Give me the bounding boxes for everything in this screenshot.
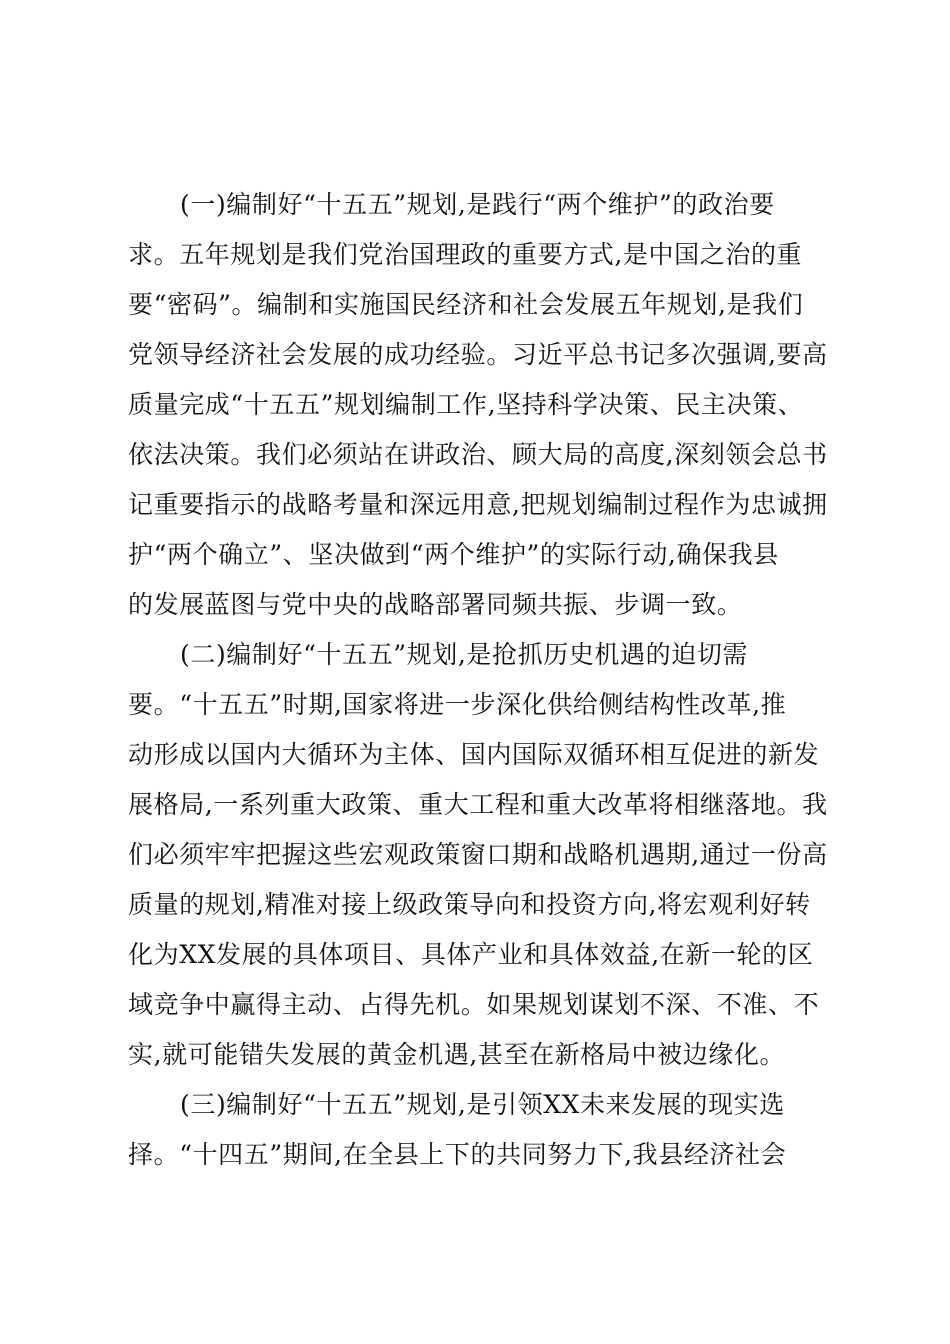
paragraph-line: 求。五年规划是我们党治国理政的重要方式,是中国之治的重	[128, 240, 803, 269]
paragraph-1-heading-line: (一)编制好“十五五”规划,是践行“两个维护”的政治要	[180, 190, 775, 219]
paragraph-line: 护“两个确立”、坚决做到“两个维护”的实际行动,确保我县	[128, 540, 779, 569]
paragraph-line: 择。“十四五”期间,在全县上下的共同努力下,我县经济社会	[128, 1140, 787, 1169]
paragraph-line: 记重要指示的战略考量和深远用意,把规划编制过程作为忠诚拥	[128, 490, 828, 519]
paragraph-3	[128, 1080, 834, 1180]
paragraph-line: 域竞争中赢得主动、占得先机。如果规划谋划不深、不准、不	[128, 990, 820, 1019]
paragraph-2-heading-line: (二)编制好“十五五”规划,是抢抓历史机遇的迫切需	[180, 640, 749, 669]
paragraph-line: 质量完成“十五五”规划编制工作,坚持科学决策、民主决策、	[128, 390, 804, 419]
paragraph-3-heading-line: (三)编制好“十五五”规划,是引领XX未来发展的现实选	[180, 1090, 785, 1119]
paragraph-line: 动形成以国内大循环为主体、国内国际双循环相互促进的新发	[128, 740, 820, 769]
paragraph-line: 党领导经济社会发展的成功经验。习近平总书记多次强调,要高	[128, 340, 828, 369]
paragraph-line: 的发展蓝图与党中央的战略部署同频共振、步调一致。	[128, 590, 743, 619]
paragraph-1	[128, 180, 834, 630]
paragraph-line: 质量的规划,精准对接上级政策导向和投资方向,将宏观利好转	[128, 890, 811, 919]
paragraph-line: 要“密码”。编制和实施国民经济和社会发展五年规划,是我们	[128, 290, 804, 319]
paragraph-line: 实,就可能错失发展的黄金机遇,甚至在新格局中被边缘化。	[128, 1040, 786, 1069]
document-body	[128, 180, 834, 1180]
paragraph-line: 们必须牢牢把握这些宏观政策窗口期和战略机遇期,通过一份高	[128, 840, 828, 869]
paragraph-line: 展格局,一系列重大政策、重大工程和重大改革将相继落地。我	[128, 790, 828, 819]
paragraph-line: 依法决策。我们必须站在讲政治、顾大局的高度,深刻领会总书	[128, 440, 828, 469]
paragraph-2	[128, 630, 834, 1080]
paragraph-line: 要。“十五五”时期,国家将进一步深化供给侧结构性改革,推	[128, 690, 787, 719]
paragraph-line: 化为XX发展的具体项目、具体产业和具体效益,在新一轮的区	[128, 940, 814, 969]
